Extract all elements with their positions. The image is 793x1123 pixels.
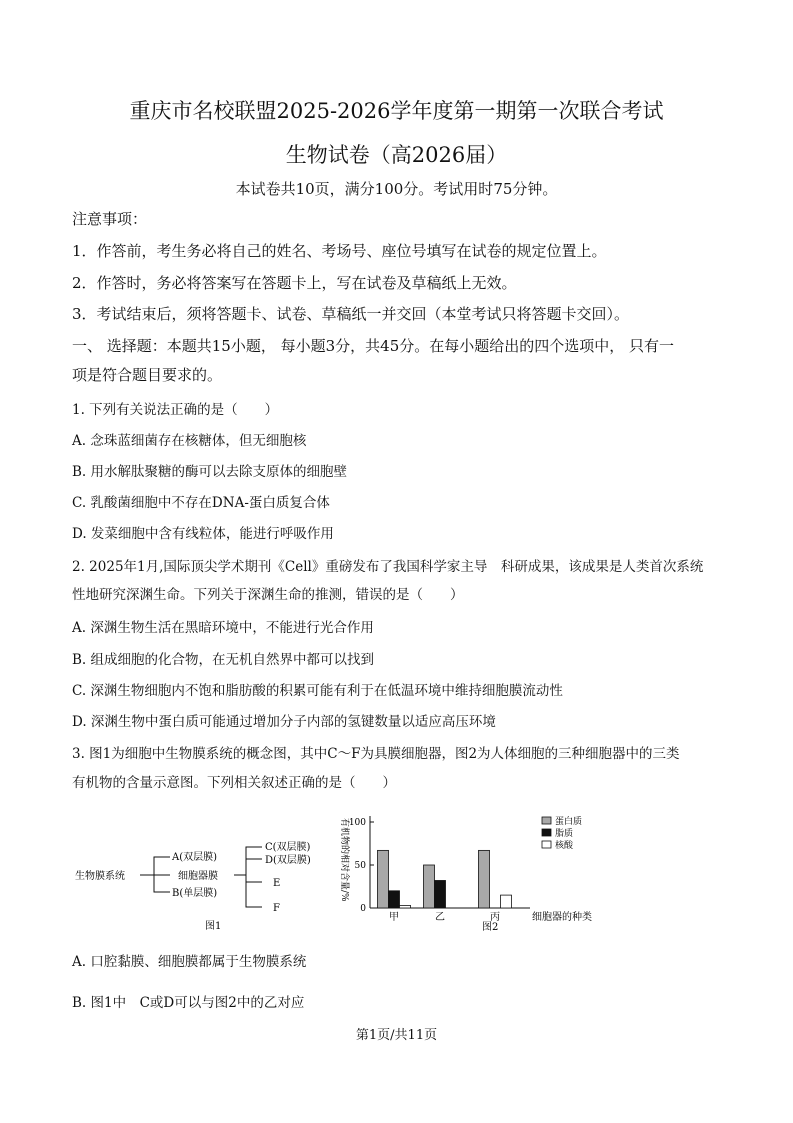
x-tick-label: 乙	[435, 912, 445, 923]
figure1-node-b: B(单层膜)	[172, 888, 218, 899]
exam-subject-title: 生物试卷（高2026届）	[285, 143, 508, 167]
y-tick-label: 50	[354, 861, 366, 871]
figure1-node-mid: 细胞器膜	[178, 871, 218, 882]
question-option: A. 念珠蓝细菌存在核糖体，但无细胞核	[72, 433, 307, 449]
question-option: B. 组成细胞的化合物，在无机自然界中都可以找到	[72, 652, 375, 668]
y-tick-label: 0	[360, 904, 366, 914]
question-option: D. 发菜细胞中含有线粒体，能进行呼吸作用	[72, 526, 334, 542]
note-item: 2．作答时，务必将答案写在答题卡上，写在试卷及草稿纸上无效。	[72, 274, 517, 292]
chart-bar	[378, 850, 389, 908]
figure1-node-c: C(双层膜)	[265, 842, 311, 853]
chart-bar	[400, 905, 411, 908]
exam-info: 本试卷共10页，满分100分。考试用时75分钟。	[235, 180, 558, 198]
section-heading-cont: 项是符合题目要求的。	[72, 366, 223, 384]
chart-bar	[501, 895, 512, 908]
notes-heading: 注意事项：	[72, 210, 148, 228]
chart-bars	[378, 850, 512, 908]
note-item: 3．考试结束后，须将答题卡、试卷、草稿纸一并交回（本堂考试只将答题卡交回）。	[72, 305, 630, 323]
legend-swatch	[542, 841, 551, 848]
exam-title: 重庆市名校联盟2025-2026学年度第一期第一次联合考试	[129, 99, 664, 123]
figure1-node-d: D(双层膜)	[265, 855, 311, 866]
question-option: B. 用水解肽聚糖的酶可以去除支原体的细胞壁	[72, 464, 348, 480]
question-stem: 2. 2025年1月,国际顶尖学术期刊《Cell》重磅发布了我国科学家主导 科研成果，该成果是人类首次系统	[72, 559, 704, 575]
question-option: A. 深渊生物生活在黑暗环境中，不能进行光合作用	[72, 620, 374, 636]
legend-label: 脂质	[555, 829, 574, 839]
note-item: 1．作答前，考生务必将自己的姓名、考场号、座位号填写在试卷的规定位置上。	[72, 242, 607, 260]
question-option: D. 深渊生物中蛋白质可能通过增加分子内部的氢键数量以适应高压环境	[72, 714, 496, 730]
figure1-node-f: F	[273, 903, 280, 914]
question-option: C. 乳酸菌细胞中不存在DNA-蛋白质复合体	[72, 495, 330, 511]
chart-x-axis-label: 细胞器的种类	[532, 912, 592, 923]
chart-bar	[424, 865, 435, 908]
question-stem: 性地研究深渊生命。下列关于深渊生命的推测，错误的是（ ）	[72, 587, 464, 603]
y-tick-label: 100	[348, 818, 366, 828]
question-option: C. 深渊生物细胞内不饱和脂肪酸的积累可能有利于在低温环境中维持细胞膜流动性	[72, 683, 563, 699]
x-tick-label: 丙	[490, 912, 500, 923]
figure1-caption: 图1	[205, 921, 222, 932]
question-option: A. 口腔黏膜、细胞膜都属于生物膜系统	[72, 954, 307, 970]
chart-bar	[479, 850, 490, 908]
figure1-concept-map	[70, 835, 340, 935]
question-option: B. 图1中 C或D可以与图2中的乙对应	[72, 995, 305, 1011]
legend-label: 核酸	[555, 841, 574, 851]
figure1-node-a: A(双层膜)	[172, 852, 218, 863]
question-stem: 1. 下列有关说法正确的是（ ）	[72, 402, 279, 418]
figure2-caption: 图2	[482, 922, 499, 933]
chart-legend	[542, 815, 582, 851]
question-stem: 有机物的含量示意图。下列相关叙述正确的是（ ）	[72, 775, 396, 791]
figure1-root-label: 生物膜系统	[75, 871, 125, 882]
legend-label: 蛋白质	[555, 817, 583, 827]
legend-swatch	[542, 829, 551, 836]
figure2-bar-chart	[330, 810, 620, 935]
section-heading: 一、 选择题：本题共15小题， 每小题3分，共45分。在每小题给出的四个选项中， 只有一	[72, 337, 675, 355]
question-stem: 3. 图1为细胞中生物膜系统的概念图，其中C～F为具膜细胞器，图2为人体细胞的三种细胞器中的三类	[72, 746, 680, 762]
chart-y-axis-label: 有机物的相对含量/%	[339, 818, 349, 902]
page-footer: 第1页/共11页	[355, 1028, 438, 1043]
chart-bar	[435, 880, 446, 908]
legend-swatch	[542, 817, 551, 824]
figure1-node-e: E	[273, 878, 281, 889]
x-tick-label: 甲	[389, 912, 399, 923]
chart-bar	[389, 891, 400, 908]
